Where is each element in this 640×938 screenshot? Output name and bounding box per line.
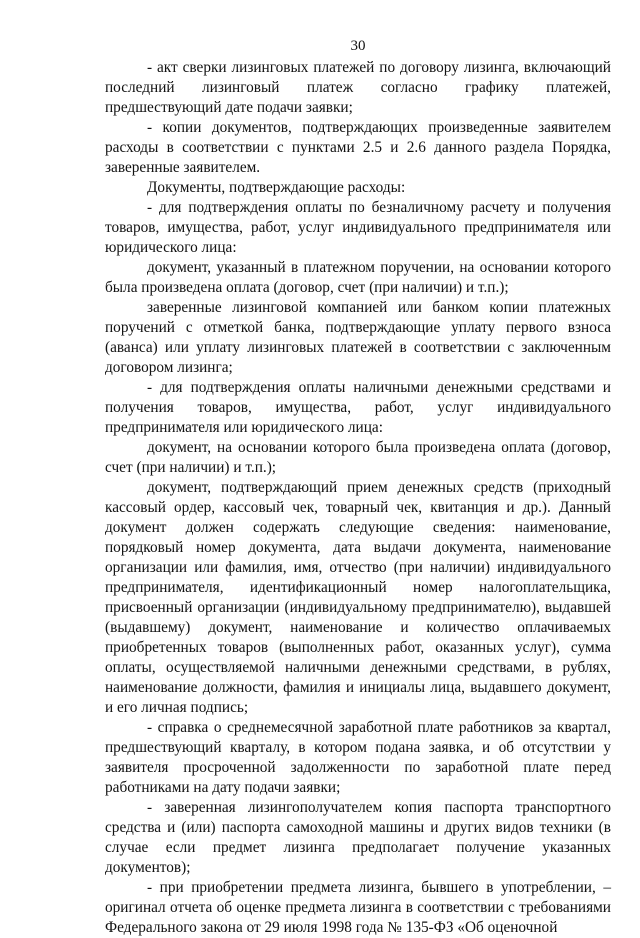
page-number: 30 — [350, 38, 366, 54]
paragraph-cashless-payment: - для подтверждения оплаты по безналичному расчету и получения товаров, имущества, работ, услуг индивидуального предпринимателя или юридического лица: — [105, 199, 611, 256]
paragraph-used-asset-appraisal: - при приобретении предмета лизинга, бывшего в употреблении, – оригинал отчета об оценке предмета лизинга в соответствии с требованиями Федерального закона от 29 июля 1998 года № 135-ФЗ «Об оценочной — [105, 879, 611, 936]
paragraph-salary-certificate: - справка о среднемесячной заработной плате работников за квартал, предшествующий кварталу, в котором подана заявка, и об отсутствии у заявителя просроченной задолженности по заработной плате перед работниками на дату подачи заявки; — [105, 719, 611, 796]
paragraph-certified-payment-orders: заверенные лизинговой компанией или банком копии платежных поручений с отметкой банка, подтверждающие уплату первого взноса (аванса) или уплату лизинговых платежей в соответствии с заключенным договором лизинга; — [105, 299, 611, 376]
paragraph-cash-basis-doc: документ, на основании которого была произведена оплата (договор, счет (при наличии) и т.п.); — [105, 439, 611, 476]
paragraph-cash-payment: - для подтверждения оплаты наличными денежными средствами и получения товаров, имущества, работ, услуг индивидуального предпринимателя или юридического лица: — [105, 379, 611, 436]
paragraph-cash-receipt-doc: документ, подтверждающий прием денежных средств (приходный кассовый ордер, кассовый чек, товарный чек, квитанция и др.). Данный документ должен содержать следующие сведения: наименование, порядковый номер документа, дата выдачи документа, наименование организации или фамилия, имя, отчество (при наличии) индивидуального предпринимателя, идентификационный номер налогоплательщика, присвоенный организации (индивидуальному предпринимателю), выдавшей (выдавшему) документ, наименование и количество оплачиваемых приобретенных товаров (выполненных работ, оказанных услуг), сумма оплаты, осуществляемой наличными денежными средствами, в рублях, наименование должности, фамилия и инициалы лица, выдавшего документ, и его личная подпись; — [105, 479, 611, 716]
paragraph-expense-docs-heading: Документы, подтверждающие расходы: — [147, 179, 406, 196]
paragraph-payment-order-doc: документ, указанный в платежном поручении, на основании которого была произведена оплата (договор, счет (при наличии) и т.п.); — [105, 259, 611, 296]
paragraph-expense-copies: - копии документов, подтверждающих произведенные заявителем расходы в соответствии с пунктами 2.5 и 2.6 данного раздела Порядка, заверенные заявителем. — [105, 119, 611, 176]
paragraph-vehicle-passport: - заверенная лизингополучателем копия паспорта транспортного средства и (или) паспорта самоходной машины и других видов техники (в случае если предмет лизинга предполагает получение указанных документов); — [105, 799, 611, 876]
paragraph-reconciliation-act: - акт сверки лизинговых платежей по договору лизинга, включающий последний лизинговый платеж согласно графику платежей, предшествующий дате подачи заявки; — [105, 59, 611, 116]
